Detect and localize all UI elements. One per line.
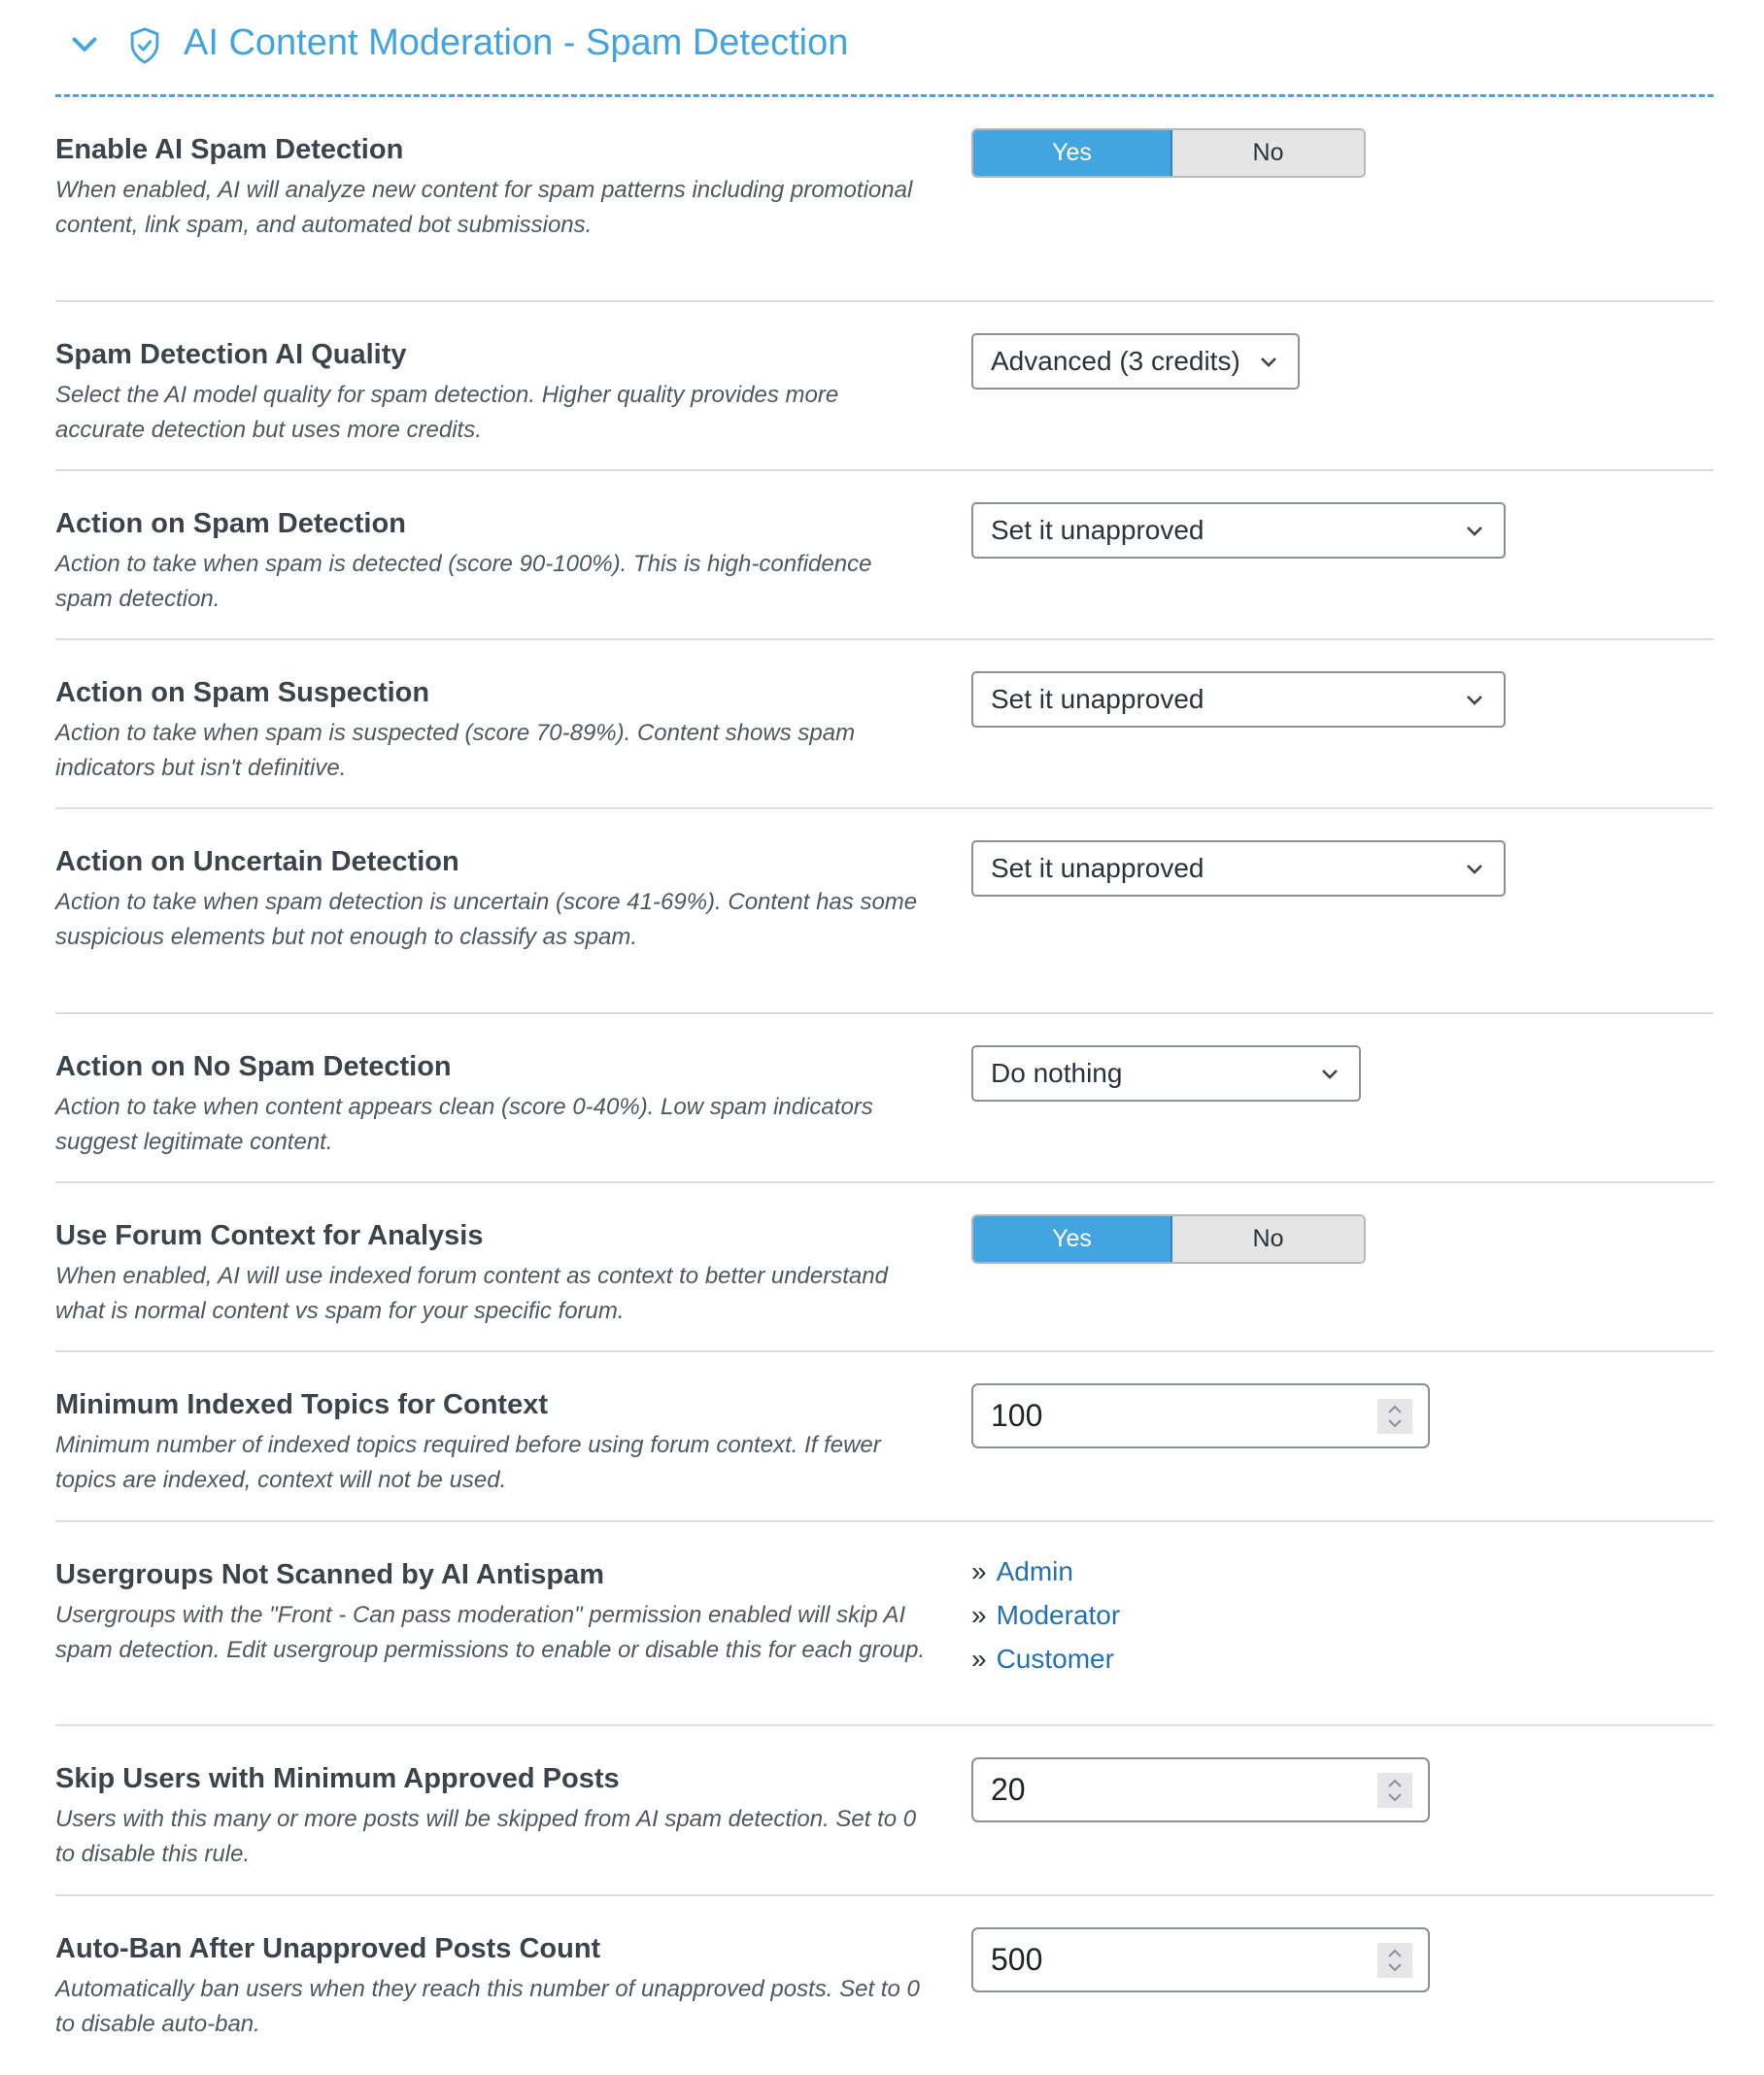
select-value: Set it unapproved <box>991 853 1204 883</box>
number-spinner-icon[interactable] <box>1377 1773 1412 1808</box>
auto-ban-count-input[interactable] <box>971 1927 1430 1992</box>
setting-description: Minimum number of indexed topics required before using forum context. If fewer topics are indexed, context will not be used. <box>55 1432 881 1493</box>
number-spinner-icon[interactable] <box>1377 1399 1412 1434</box>
setting-description: Automatically ban users when they reach this number of unapproved posts. Set to 0 to disable auto-ban. <box>55 1976 920 2037</box>
chevron-down-icon <box>1463 857 1486 880</box>
chevron-down-icon[interactable] <box>67 26 102 61</box>
setting-description: Action to take when spam detection is uncertain (score 41-69%). Content has some suspicious elements but not enough to classify as spam. <box>55 889 918 950</box>
usergroup-link-customer[interactable]: Customer <box>996 1644 1114 1674</box>
chevron-down-icon <box>1463 688 1486 711</box>
setting-title: Auto-Ban After Unapproved Posts Count <box>55 1933 601 1964</box>
chevron-down-icon <box>1257 350 1280 373</box>
setting-skip-users-min-posts <box>55 1726 1713 1896</box>
action-spam-detection-select[interactable] <box>971 502 1506 559</box>
chevron-down-icon <box>1318 1062 1341 1085</box>
setting-title: Minimum Indexed Topics for Context <box>55 1389 548 1420</box>
toggle-yes-button[interactable]: Yes <box>973 130 1172 176</box>
setting-description: Action to take when spam is detected (score 90-100%). This is high-confidence spam detection. <box>55 551 872 612</box>
usergroup-item: » Admin <box>971 1556 1073 1586</box>
select-value: Set it unapproved <box>991 684 1204 714</box>
ai-quality-select[interactable] <box>971 333 1300 390</box>
toggle-no-button[interactable]: No <box>1172 130 1364 176</box>
setting-title: Usergroups Not Scanned by AI Antispam <box>55 1559 605 1590</box>
usergroup-link-admin[interactable]: Admin <box>996 1556 1073 1586</box>
section-title: AI Content Moderation - Spam Detection <box>184 22 849 63</box>
setting-action-no-spam <box>55 1014 1713 1183</box>
setting-description: When enabled, AI will use indexed forum content as context to better understand what is normal content vs spam for your specific forum. <box>55 1263 888 1324</box>
setting-action-spam-detection <box>55 471 1713 640</box>
select-value: Do nothing <box>991 1058 1123 1088</box>
action-spam-suspection-select[interactable] <box>971 671 1506 728</box>
setting-title: Skip Users with Minimum Approved Posts <box>55 1763 620 1794</box>
shield-check-icon <box>127 26 162 65</box>
setting-description: Usergroups with the "Front - Can pass moderation" permission enabled will skip AI spam detection. Edit usergroup permissions to enable or disable this for each group. <box>55 1602 926 1663</box>
setting-action-uncertain-detection <box>55 809 1713 1014</box>
setting-use-forum-context <box>55 1183 1713 1352</box>
setting-title: Action on No Spam Detection <box>55 1051 452 1082</box>
toggle-no-button[interactable]: No <box>1172 1216 1364 1262</box>
setting-title: Action on Uncertain Detection <box>55 846 459 877</box>
section-header[interactable] <box>55 0 1713 97</box>
setting-title: Spam Detection AI Quality <box>55 339 407 370</box>
action-no-spam-select[interactable] <box>971 1045 1361 1102</box>
setting-description: Select the AI model quality for spam detection. Higher quality provides more accurate detection but uses more credits. <box>55 382 839 443</box>
usergroup-list <box>971 1549 1713 1724</box>
setting-title: Action on Spam Detection <box>55 508 406 539</box>
chevron-down-icon <box>1463 519 1486 542</box>
setting-description: Action to take when content appears clean (score 0-40%). Low spam indicators suggest legitimate content. <box>55 1094 873 1155</box>
setting-description: When enabled, AI will analyze new content for spam patterns including promotional content, link spam, and automated bot submissions. <box>55 177 913 238</box>
skip-users-min-posts-input[interactable] <box>971 1757 1430 1822</box>
toggle-yes-button[interactable]: Yes <box>973 1216 1172 1262</box>
setting-description: Action to take when spam is suspected (score 70-89%). Content shows spam indicators but isn't definitive. <box>55 720 856 781</box>
setting-description: Users with this many or more posts will be skipped from AI spam detection. Set to 0 to disable this rule. <box>55 1806 917 1867</box>
usergroup-item: » Customer <box>971 1644 1114 1674</box>
select-value: Advanced (3 credits) <box>991 346 1240 376</box>
setting-usergroups-not-scanned <box>55 1522 1713 1726</box>
input-value: 20 <box>991 1772 1026 1807</box>
setting-enable-ai-spam-detection <box>55 97 1713 302</box>
forum-context-toggle[interactable] <box>971 1214 1366 1264</box>
setting-spam-detection-quality <box>55 302 1713 471</box>
setting-title: Enable AI Spam Detection <box>55 134 404 165</box>
action-uncertain-detection-select[interactable] <box>971 840 1506 897</box>
input-value: 100 <box>991 1398 1043 1433</box>
setting-title: Use Forum Context for Analysis <box>55 1220 484 1251</box>
min-indexed-topics-input[interactable] <box>971 1383 1430 1448</box>
number-spinner-icon[interactable] <box>1377 1943 1412 1978</box>
enable-spam-detection-toggle[interactable] <box>971 128 1366 178</box>
input-value: 500 <box>991 1942 1043 1977</box>
usergroup-item: » Moderator <box>971 1600 1121 1630</box>
select-value: Set it unapproved <box>991 515 1204 545</box>
setting-auto-ban-count <box>55 1896 1713 2075</box>
setting-title: Action on Spam Suspection <box>55 677 430 708</box>
usergroup-link-moderator[interactable]: Moderator <box>996 1600 1121 1630</box>
setting-action-spam-suspection <box>55 640 1713 809</box>
setting-min-indexed-topics <box>55 1352 1713 1522</box>
